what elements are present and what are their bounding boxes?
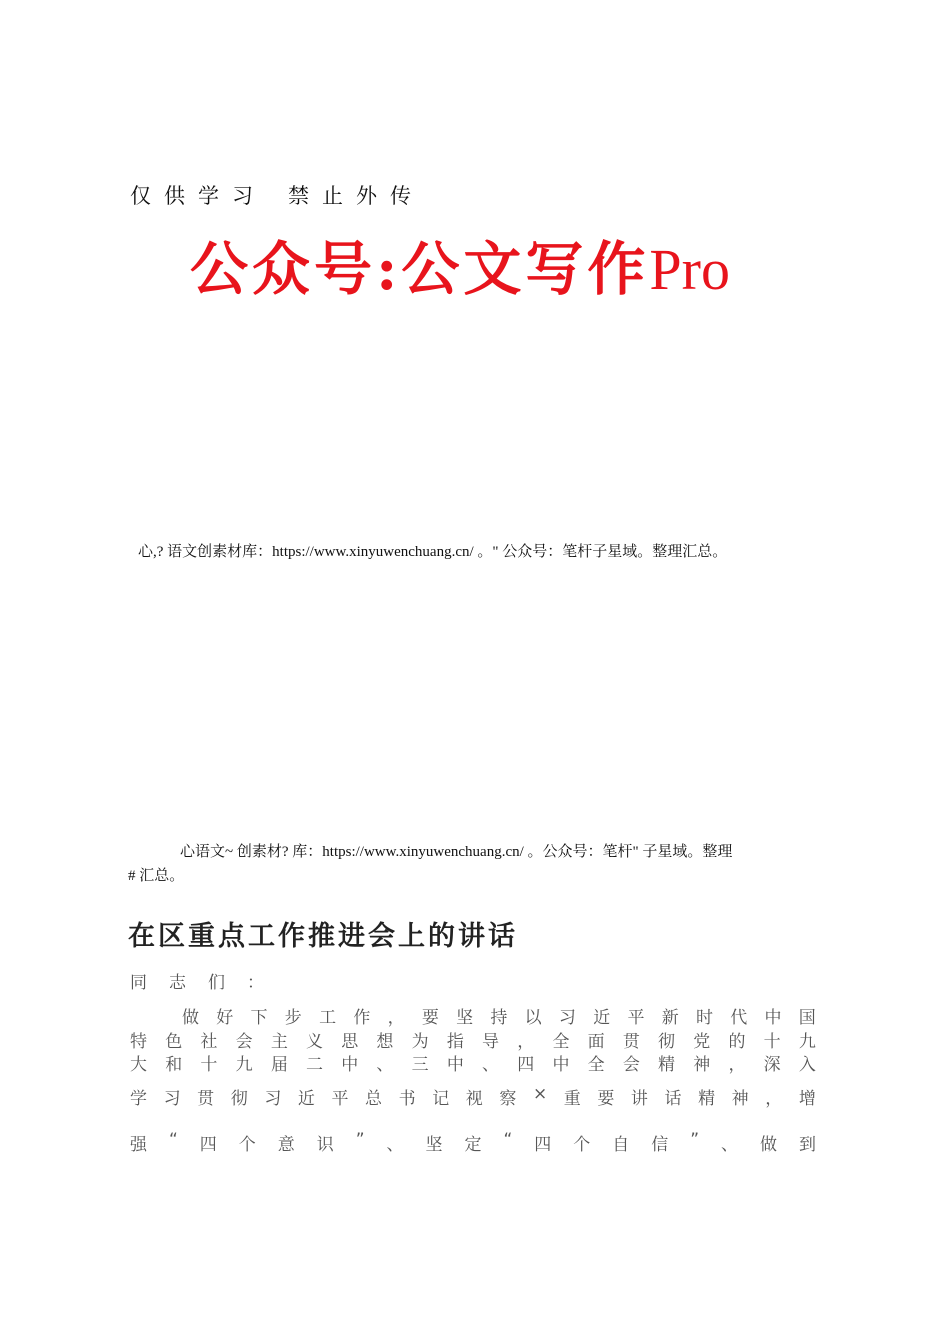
speech-char: 总 [365, 1089, 383, 1109]
speech-line-1 [182, 1003, 816, 1028]
speech-char: 中 [552, 1055, 570, 1075]
speech-line-2 [130, 1027, 816, 1052]
speech-char: 中 [341, 1055, 359, 1075]
speech-char: 为 [411, 1032, 429, 1052]
speech-char: 下 [250, 1008, 268, 1028]
speech-char: 记 [432, 1089, 450, 1109]
speech-char: 思 [341, 1032, 359, 1052]
speech-char: 彻 [230, 1089, 248, 1109]
speech-char: 导 [482, 1032, 500, 1052]
speech-char: ， [728, 1055, 746, 1075]
speech-char: 意 [277, 1135, 295, 1155]
speech-char: 九 [235, 1055, 253, 1075]
speech-char: 入 [798, 1055, 816, 1075]
speech-char: 学 [130, 1089, 147, 1109]
speech-char: 精 [658, 1055, 676, 1075]
speech-char: 和 [165, 1055, 183, 1075]
speech-char: 特 [130, 1032, 147, 1052]
speech-char: 做 [182, 1008, 199, 1028]
speech-char: 强 [130, 1135, 147, 1155]
speech-char: 习 [163, 1089, 181, 1109]
notice-no-distribution: 禁止外传 [288, 184, 424, 208]
speech-char: 会 [622, 1055, 640, 1075]
speech-char: 坚 [456, 1008, 474, 1028]
speech-char: 义 [306, 1032, 324, 1052]
speech-char: “ [168, 1130, 178, 1150]
speech-char: 信 [651, 1135, 669, 1155]
speech-char: 神 [693, 1055, 711, 1075]
source-note-1: 心,? 语文创素材库：https://www.xinyuwenchuang.cn/ 。" 公众号：笔杆子星域。整理汇总。 [138, 544, 728, 560]
speech-char: ” [355, 1130, 365, 1150]
speech-char: “ [503, 1130, 513, 1150]
speech-char: 平 [331, 1089, 349, 1109]
speech-char: 面 [587, 1032, 605, 1052]
speech-char: 以 [524, 1008, 542, 1028]
speech-char: 指 [446, 1032, 464, 1052]
speech-char: 党 [693, 1032, 711, 1052]
brand-label: 公众号:公文写作 [190, 235, 650, 303]
speech-char: 个 [573, 1135, 591, 1155]
speech-char: 平 [627, 1008, 645, 1028]
speech-char: 坚 [425, 1135, 443, 1155]
speech-char: 九 [798, 1032, 816, 1052]
speech-char: 、 [721, 1135, 738, 1155]
speech-char: 精 [698, 1089, 716, 1109]
speech-char: 深 [763, 1055, 781, 1075]
speech-title: 在区重点工作推进会上的讲话 [128, 921, 518, 952]
speech-char: 、 [376, 1055, 394, 1075]
speech-char: 、 [482, 1055, 500, 1075]
speech-char: 书 [398, 1089, 416, 1109]
speech-char: 十 [763, 1032, 781, 1052]
usage-notice [130, 180, 424, 210]
speech-char: 会 [235, 1032, 253, 1052]
speech-char: 届 [270, 1055, 288, 1075]
speech-char: 、 [386, 1135, 404, 1155]
speech-char: 社 [200, 1032, 218, 1052]
speech-char: 新 [661, 1008, 679, 1028]
speech-char: 全 [552, 1032, 570, 1052]
speech-char: 工 [319, 1008, 337, 1028]
speech-char: 察 [499, 1089, 517, 1109]
speech-char: 个 [238, 1135, 256, 1155]
speech-line-4 [130, 1084, 816, 1109]
speech-char: 四 [199, 1135, 217, 1155]
speech-char: 视 [465, 1089, 483, 1109]
speech-char: 习 [264, 1089, 282, 1109]
brand-heading [190, 222, 730, 306]
speech-char: 神 [731, 1089, 749, 1109]
speech-char: ， [765, 1089, 783, 1109]
source-note-2-line-2: # 汇总。 [128, 868, 185, 884]
speech-char: 主 [270, 1032, 288, 1052]
speech-char: ， [517, 1032, 535, 1052]
speech-char: × [532, 1084, 548, 1104]
speech-char: 步 [284, 1008, 302, 1028]
speech-char: 定 [464, 1135, 482, 1155]
speech-char: 二 [306, 1055, 324, 1075]
speech-char: 贯 [197, 1089, 215, 1109]
speech-char: 作 [353, 1008, 371, 1028]
brand-suffix: Pro [649, 237, 730, 302]
speech-char: 到 [798, 1135, 816, 1155]
speech-char: 时 [695, 1008, 713, 1028]
speech-char: 识 [316, 1135, 334, 1155]
speech-line-3 [130, 1050, 816, 1075]
speech-char: 想 [376, 1032, 394, 1052]
speech-char: 色 [165, 1032, 183, 1052]
speech-char: 中 [446, 1055, 464, 1075]
speech-salutation: 同志们： [130, 973, 286, 993]
speech-char: 四 [534, 1135, 552, 1155]
speech-char: 讲 [630, 1089, 648, 1109]
speech-char: 习 [558, 1008, 576, 1028]
speech-char: 近 [593, 1008, 611, 1028]
speech-char: 要 [597, 1089, 615, 1109]
speech-char: 增 [798, 1089, 816, 1109]
speech-char: 全 [587, 1055, 605, 1075]
speech-char: 近 [297, 1089, 315, 1109]
notice-study-only: 仅供学习 [130, 184, 266, 208]
speech-char: 重 [563, 1089, 581, 1109]
speech-char: 好 [216, 1008, 234, 1028]
speech-char: 自 [612, 1135, 630, 1155]
speech-char: 持 [490, 1008, 508, 1028]
speech-char: 十 [200, 1055, 218, 1075]
speech-char: 大 [130, 1055, 147, 1075]
speech-char: 四 [517, 1055, 535, 1075]
speech-char: 话 [664, 1089, 682, 1109]
speech-char: 中 [764, 1008, 782, 1028]
speech-char: ” [690, 1130, 700, 1150]
speech-char: 彻 [658, 1032, 676, 1052]
speech-char: 国 [798, 1008, 816, 1028]
speech-char: 代 [730, 1008, 748, 1028]
speech-char: 要 [421, 1008, 439, 1028]
speech-char: 贯 [622, 1032, 640, 1052]
speech-line-5 [130, 1130, 816, 1155]
speech-char: 三 [411, 1055, 429, 1075]
source-note-2-line-1: 心语文~ 创素材? 库：https://www.xinyuwenchuang.cn/ 。公众号：笔杆" 子星域。整理 [180, 844, 733, 860]
speech-char: 的 [728, 1032, 746, 1052]
speech-char: ， [387, 1008, 405, 1028]
speech-char: 做 [759, 1135, 777, 1155]
